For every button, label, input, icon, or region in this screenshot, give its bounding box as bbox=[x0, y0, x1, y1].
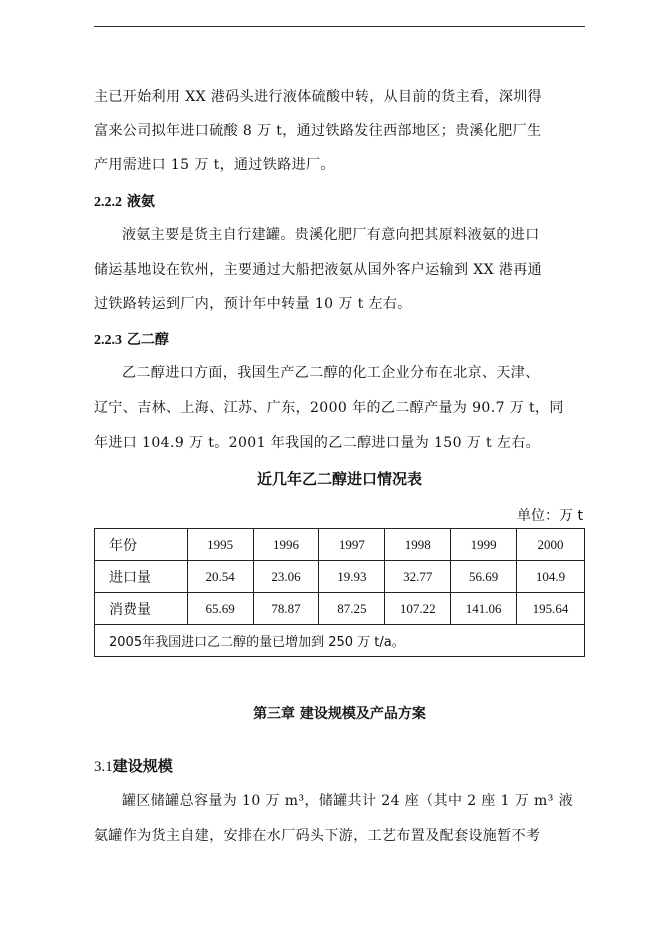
section-heading-2-2-3 bbox=[94, 329, 169, 349]
value-cell: 195.64 bbox=[517, 593, 585, 625]
year-cell: 1995 bbox=[187, 529, 253, 561]
value-cell: 32.77 bbox=[385, 561, 451, 593]
body-text-line: 乙二醇进口方面，我国生产乙二醇的化工企业分布在北京、天津、 bbox=[122, 365, 540, 381]
value-cell: 65.69 bbox=[187, 593, 253, 625]
year-header-cell: 年份 bbox=[95, 529, 188, 561]
body-text-line: 辽宁、吉林、上海、江苏、广东，2000 年的乙二醇产量为 90.7 万 t，同 bbox=[94, 400, 564, 416]
value-cell: 78.87 bbox=[253, 593, 319, 625]
body-text-line: 主已开始利用 XX 港码头进行液体硫酸中转，从目前的货主看，深圳得 bbox=[94, 89, 543, 105]
body-text-line: 过铁路转运到厂内，预计年中转量 10 万 t 左右。 bbox=[94, 296, 412, 312]
year-cell: 1999 bbox=[451, 529, 517, 561]
table-row bbox=[95, 561, 585, 593]
body-text-line: 富来公司拟年进口硫酸 8 万 t，通过铁路发往西部地区；贵溪化肥厂生 bbox=[94, 123, 542, 139]
row-label-cell: 消费量 bbox=[95, 593, 188, 625]
section-number: 3.1 bbox=[94, 759, 113, 775]
year-cell: 1996 bbox=[253, 529, 319, 561]
row-label-cell: 进口量 bbox=[95, 561, 188, 593]
year-cell: 1998 bbox=[385, 529, 451, 561]
import-table bbox=[94, 528, 585, 657]
value-cell: 87.25 bbox=[319, 593, 385, 625]
section-title: 乙二醇 bbox=[126, 332, 169, 348]
chapter-title: 第三章 建设规模及产品方案 bbox=[253, 706, 426, 722]
table-header-row bbox=[95, 529, 585, 561]
table-row bbox=[95, 593, 585, 625]
body-text-line: 产用需进口 15 万 t，通过铁路进厂。 bbox=[94, 157, 335, 173]
table-unit: 单位：万 t bbox=[517, 508, 583, 524]
table-title: 近几年乙二醇进口情况表 bbox=[256, 470, 422, 488]
page-header-rule bbox=[94, 26, 585, 27]
body-text-line: 罐区储罐总容量为 10 万 m³，储罐共计 24 座（其中 2 座 1 万 m³ 液 bbox=[122, 793, 573, 809]
section-heading-2-2-2 bbox=[94, 191, 155, 211]
body-text-line: 年进口 104.9 万 t。2001 年我国的乙二醇进口量为 150 万 t 左右。 bbox=[94, 435, 541, 451]
body-text-line: 液氨主要是货主自行建罐。贵溪化肥厂有意向把其原料液氨的进口 bbox=[122, 227, 540, 243]
value-cell: 19.93 bbox=[319, 561, 385, 593]
table-note-cell: 2005年我国进口乙二醇的量已增加到 250 万 t/a。 bbox=[95, 625, 585, 657]
year-cell: 2000 bbox=[517, 529, 585, 561]
section-title: 液氨 bbox=[126, 194, 155, 210]
value-cell: 20.54 bbox=[187, 561, 253, 593]
value-cell: 141.06 bbox=[451, 593, 517, 625]
value-cell: 107.22 bbox=[385, 593, 451, 625]
value-cell: 56.69 bbox=[451, 561, 517, 593]
table-note-row bbox=[95, 625, 585, 657]
body-text-line: 储运基地设在钦州，主要通过大船把液氨从国外客户运输到 XX 港再通 bbox=[94, 262, 543, 278]
year-cell: 1997 bbox=[319, 529, 385, 561]
section-number: 2.2.2 bbox=[94, 195, 122, 210]
body-text-line: 氨罐作为货主自建，安排在水厂码头下游，工艺布置及配套设施暂不考 bbox=[94, 828, 541, 844]
value-cell: 23.06 bbox=[253, 561, 319, 593]
section-number: 2.2.3 bbox=[94, 333, 122, 348]
value-cell: 104.9 bbox=[517, 561, 585, 593]
section-heading-3-1 bbox=[94, 755, 173, 776]
section-title: 建设规模 bbox=[112, 757, 173, 775]
